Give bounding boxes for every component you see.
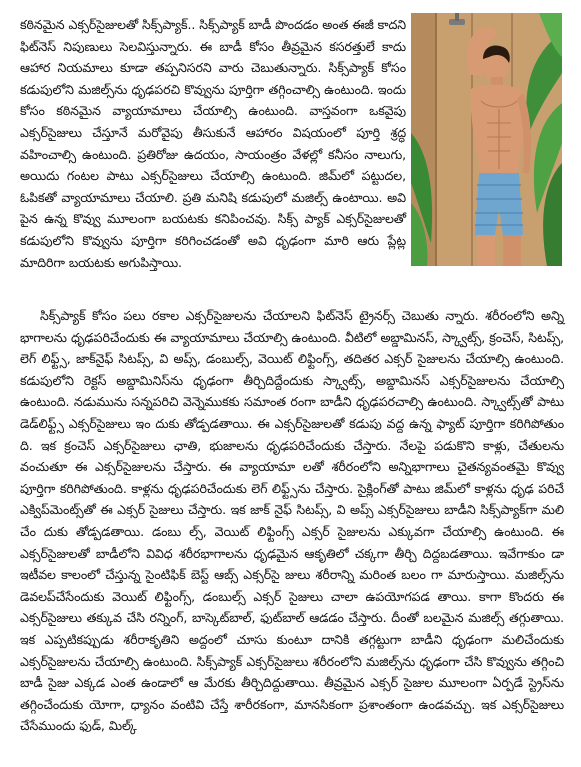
article-intro xyxy=(20,14,406,273)
article-paragraph-2: సిక్స్‌ప్యాక్ కోసం పలు రకాల ఎక్సర్‌సైజులను చేయాలని ఫిట్‌నెస్ ట్రైనర్స్ చెబుతు న్నారు. శరీరంలోని అన్ని భాగాలను ధృఢపరిచేందుకు ఈ వ్యాయామాలు చేయాల్సి ఉంటుంది. వీటిలో అబ్డామినస్, స్క్వాట్స్, క్రంచెస్, సిటప్స్, లెగ్ లిఫ్ట్స్, జాక్‌నైఫ్ సిటప్స్, వి అప్స్, డంబుల్స్, వెయిట్ లిఫ్టింగ్స్, తదితర ఎక్సర్ సైజులను చేయాల్సి ఉంటుంది. కడుపులోని రెక్టస్ అబ్డామినిస్‌ను ధృఢంగా తీర్చిదిద్దేందుకు స్క్వాట్స్, అబ్డామినస్ ఎక్సర్‌సైజులను చేయాల్సి ఉంటుంది. నడుమును సన్నపరిచి వెన్నెముకకు సమాంత రంగా బాడీని ధృఢపరచాల్సి ఉంటుంది. స్క్వాట్స్‌తో పాటు డెడ్‌లిఫ్ట్స్ ఎక్సర్‌సైజులు ఇం దుకు తోడ్పడతాయి. ఈ ఎక్సర్‌సైజులతో కడుపు వద్ద ఉన్న ఫ్యాట్ పూర్తిగా కరిగిపోతుం ది. ఇక క్రంచెస్ ఎక్సర్‌సైజులు ఛాతి, భుజాలను ధృఢపరిచేందుకు చేస్తారు. నేలపై పడుకొని కాళ్లు, చేతులను వంచుతూ ఈ ఎక్సర్‌సైజులను చేస్తారు. ఈ వ్యాయామా లతో శరీరంలోని అన్నిభాగాలు చైతన్యవంతమై కొవ్వు పూర్తిగా కరిగిపోతుంది. కాళ్లను ధృఢపరిచేందుకు లెగ్ లిఫ్ట్స్‌ను చేస్తారు. సైక్లింగ్‌తో పాటు జిమ్‌లో కాళ్లను ధృఢ పరిచే ఎక్విప్‌మెంట్స్‌తో ఈ ఎక్సర్ సైజులు చేస్తారు. ఇక జాక్ నైఫ్ సిటప్స్, వి అప్స్ ఎక్సర్‌సైజులు బాడీని సిక్స్‌ప్యాక్‌గా మలి చేం దుకు తోడ్పడతాయి. డంబు ల్స్, వెయిట్ లిఫ్టింగ్స్ ఎక్సర్ సైజులను ఎక్కువగా చేయాల్సి ఉంటుంది. ఈ ఎక్సర్‌సైజులతో బాడీలోని వివిధ శరీరభాగాలను ధృఢమైన ఆకృతిలో చక్కగా తీర్చి దిద్దబడతాయి. ఇవేగాకుం డా ఇటీవల కాలంలో చేస్తున్న సైంటిఫిక్ బెస్ట్ ఆబ్స్ ఎక్సర్‌సై జులు శరీరాన్ని మరింత బలం గా మారుస్తాయి. మజిల్స్‌ను డెవలప్‌చేసేందుకు వెయిట్ లిఫ్టింగ్స్, డంబుల్స్ ఎక్సర్ సైజులు చాలా ఉపయోగపడ తాయి. కాగా కొందరు ఈ ఎక్సర్‌సైజులు తక్కువ చేసి రన్నింగ్, బాస్కెట్‌బాల్, ఫుట్‌బాల్ ఆడడం చేస్తారు. దీంతో బలమైన మజిల్స్ తగ్గుతాయి. ఇక ఎప్పటికప్పుడు శరీరాకృతిని అద్దంలో చూసు కుంటూ దానికి తగ్గట్టుగా బాడీని ధృఢంగా మలిచేందుకు ఎక్సర్‌సైజులను చేయాల్సి ఉంటుంది. సిక్స్‌ప్యాక్ ఎక్సర్‌సైజులు శరీరంలోని మజిల్స్‌ను ధృఢంగా చేసి కొవ్వును తగ్గించి బాడీ సైజు ఎక్కడ ఎంత ఉండాలో ఆ మేరకు తీర్చిదిద్దుతాయి. తీవ్రమైన ఎక్సర్ సైజుల మూలంగా ఏర్పడే స్ట్రెస్‌ను తగ్గించేందుకు యోగా, ధ్యానం వంటివి చేస్తే శారీరకంగా, మానసికంగా ప్రశాంతంగా ఉండవచ్చు. ఇక ఎక్సర్‌సైజులు చేసేముందు ఫుడ్, మిల్క్ xyxy=(20,308,564,734)
article-body xyxy=(20,305,564,737)
article-paragraph-1: కఠినమైన ఎక్సర్‌సైజులతో సిక్స్‌ప్యాక్.. సిక్స్‌ప్యాక్ బాడీ పొందడం అంత ఈజీ కాదని ఫిట్‌నెస్ నిపుణులు సెలవిస్తున్నారు. ఈ బాడీ కోసం తీవ్రమైన కసరత్తులే కాదు ఆహార నియమాలు కూడా తప్పనిసరని వారు చెబుతున్నారు. సిక్స్‌ప్యాక్ కోసం కడుపులోని మజిల్స్‌ను ధృఢపరచి కొవ్వును పూర్తిగా తగ్గించాల్సి ఉంటుంది. ఇందు కోసం కఠినమైన వ్యాయామాలు చేయాల్సి ఉంటుంది. వాస్తవంగా ఒకవైపు ఎక్సర్‌సైజులు చేస్తూనే మరోవైపు తీసుకునే ఆహారం విషయంలో పూర్తి శ్రద్ధ వహించాల్సి ఉంటుంది. ప్రతిరోజు ఉదయం, సాయంత్రం వేళల్లో కనీసం నాలుగు, అయిదు గంటల పాటు ఎక్సర్‌సైజులు చేయాల్సి ఉంటుంది. జిమ్‌లో పట్టుదల, ఓపికతో వ్యాయామాలు చేయాలి. ప్రతి మనిషి కడుపులో మజిల్స్ ఉంటాయి. అవి పైన ఉన్న కొవ్వు మూలంగా బయటకు కనిపించవు. సిక్స్ ప్యాక్ ఎక్సర్‌సైజులతో కడుపులోని కొవ్వును పూర్తిగా కరిగించడంతో అవి ధృఢంగా మారి ఆరు ప్లేట్ల మాదిరిగా బయటకు అగుపిస్తాయి. xyxy=(20,17,406,270)
article-photo xyxy=(411,13,562,266)
shirtless-man-photo-icon xyxy=(411,13,562,266)
